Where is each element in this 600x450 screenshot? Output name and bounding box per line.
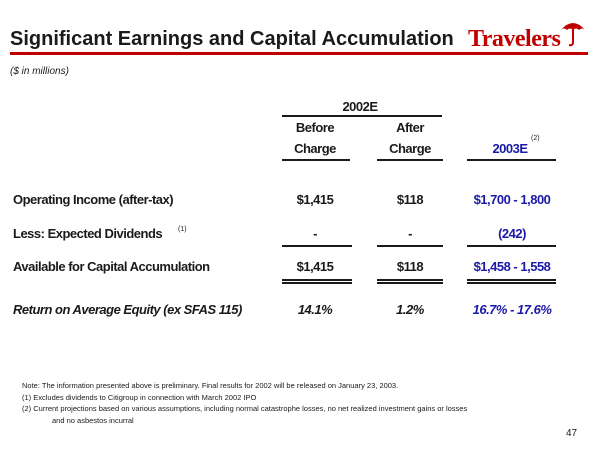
row-label-operating-income: Operating Income (after-tax)	[13, 192, 174, 207]
header-rule-after	[377, 159, 443, 161]
col-2003e-footnote: (2)	[531, 135, 540, 142]
total-rule-2003e	[467, 279, 556, 281]
footnote-2: (2) Current projections based on various assumptions, including normal catastrophe losses, no net realized investment gains or losses	[22, 404, 468, 414]
total-rule-after	[377, 279, 443, 281]
row-label-return-on-equity: Return on Average Equity (ex SFAS 115)	[13, 302, 242, 317]
row-label-expected-dividends: Less: Expected Dividends	[13, 226, 163, 241]
cell-operating-income-after: $118	[396, 192, 424, 207]
header-rule-before	[282, 159, 350, 161]
cell-expected-dividends-before: -	[313, 226, 317, 241]
cell-expected-dividends-after: -	[408, 226, 412, 241]
cell-capital-accumulation-2003e: $1,458 - 1,558	[473, 259, 551, 274]
group-header-2002e: 2002E	[342, 99, 378, 114]
units-note: ($ in millions)	[10, 66, 69, 77]
preliminary-note: Note: The information presented above is preliminary. Final results for 2002 will be released on January 23, 2003.	[22, 381, 399, 390]
footnotes	[22, 380, 467, 426]
col-before-line1: Before	[295, 120, 335, 135]
cell-capital-accumulation-after: $118	[396, 259, 424, 274]
cell-expected-dividends-2003e: (242)	[498, 226, 526, 241]
travelers-logo: Travelers	[468, 26, 561, 52]
subtotal-rule-after	[377, 245, 443, 247]
group-header-rule	[282, 115, 442, 117]
cell-operating-income-2003e: $1,700 - 1,800	[473, 192, 551, 207]
cell-return-on-equity-before: 14.1%	[297, 302, 333, 317]
col-after-line1: After	[396, 120, 424, 135]
cell-capital-accumulation-before: $1,415	[296, 259, 334, 274]
umbrella-icon	[560, 18, 586, 48]
col-2003e-header: 2003E	[492, 141, 528, 156]
header-rule-2003e	[467, 159, 556, 161]
col-after-line2: Charge	[389, 141, 431, 156]
expected-dividends-footnote: (1)	[178, 226, 187, 233]
subtotal-rule-2003e	[467, 245, 556, 247]
footnote-2-continued: and no asbestos incurral	[52, 415, 134, 425]
footnote-1: (1) Excludes dividends to Citigroup in connection with March 2002 IPO	[22, 392, 257, 402]
slide-title: Significant Earnings and Capital Accumulation	[10, 28, 454, 50]
total-rule-before	[282, 279, 352, 281]
row-label-capital-accumulation: Available for Capital Accumulation	[13, 259, 210, 274]
cell-return-on-equity-after: 1.2%	[396, 302, 424, 317]
page-number: 47	[566, 428, 578, 439]
cell-return-on-equity-2003e: 16.7% - 17.6%	[472, 302, 552, 317]
title-underline	[10, 52, 588, 55]
col-before-line2: Charge	[294, 141, 336, 156]
cell-operating-income-before: $1,415	[296, 192, 334, 207]
subtotal-rule-before	[282, 245, 352, 247]
